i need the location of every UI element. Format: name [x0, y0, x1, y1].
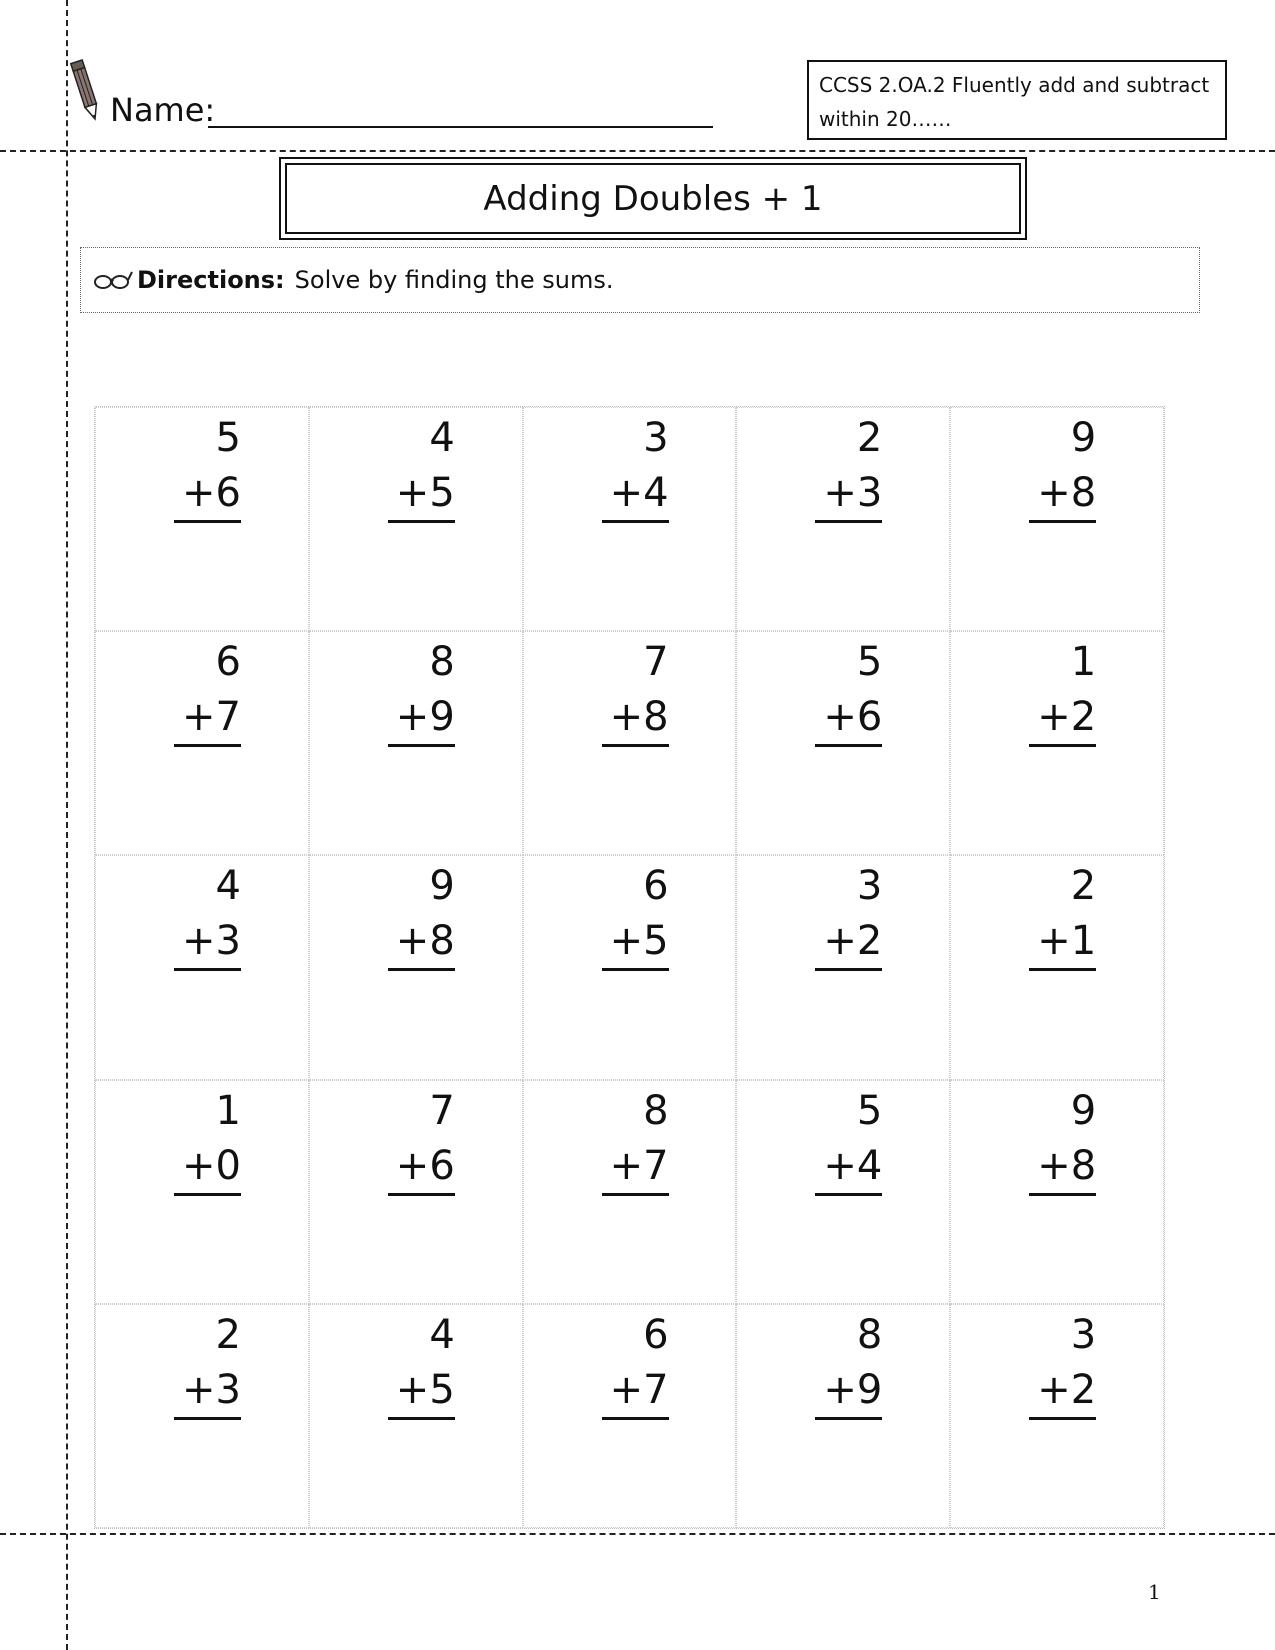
problem-cell[interactable] — [523, 1080, 737, 1304]
addition-problem — [1029, 410, 1096, 523]
problem-cell[interactable] — [309, 855, 523, 1079]
directions-text: Solve by finding the sums. — [294, 266, 614, 294]
problem-top-number: 5 — [215, 415, 241, 461]
problem-bottom-number: +6 — [174, 466, 241, 523]
problem-bottom-number: +7 — [602, 1139, 669, 1196]
problem-cell[interactable] — [950, 631, 1164, 855]
problem-bottom-number: +1 — [1029, 914, 1096, 971]
problem-bottom-number: +3 — [174, 1363, 241, 1420]
problem-cell[interactable] — [309, 631, 523, 855]
problem-bottom-number: +8 — [1029, 1139, 1096, 1196]
addition-problem — [1029, 858, 1096, 971]
problem-cell[interactable] — [950, 407, 1164, 631]
problem-bottom-number: +2 — [815, 914, 882, 971]
problem-cell[interactable] — [736, 631, 950, 855]
problem-cell[interactable] — [736, 1304, 950, 1528]
problem-top-number: 5 — [856, 639, 883, 686]
title-box — [279, 157, 1027, 240]
problem-top-number: 3 — [1070, 1311, 1097, 1358]
problem-bottom-number: +6 — [815, 690, 882, 747]
problem-top-number: 8 — [429, 639, 455, 686]
problem-bottom-number: +7 — [174, 690, 241, 747]
standard-box: CCSS 2.OA.2 Fluently add and subtract within 20…… — [807, 60, 1227, 140]
problem-cell[interactable] — [95, 855, 309, 1079]
addition-problem — [174, 1083, 241, 1196]
name-field[interactable] — [208, 126, 713, 128]
problem-bottom-number: +2 — [1029, 1363, 1096, 1420]
addition-problem — [815, 1083, 882, 1196]
problem-top-number: 4 — [429, 1311, 455, 1358]
addition-problem — [174, 1307, 241, 1420]
problem-top-number: 2 — [1070, 863, 1097, 910]
problem-top-number: 4 — [215, 863, 241, 910]
addition-problem — [602, 634, 669, 747]
problem-cell[interactable] — [736, 855, 950, 1079]
pencil-icon — [70, 58, 104, 124]
problem-top-number: 3 — [643, 415, 669, 461]
problem-top-number: 3 — [856, 863, 883, 910]
addition-problem — [602, 1083, 669, 1196]
problem-top-number: 5 — [856, 1087, 883, 1134]
problem-bottom-number: +0 — [174, 1139, 241, 1196]
problem-cell[interactable] — [309, 407, 523, 631]
directions-label: Directions: — [137, 266, 285, 294]
problem-top-number: 9 — [1070, 415, 1097, 461]
name-label: Name: — [110, 91, 216, 129]
addition-problem — [388, 1083, 455, 1196]
problem-bottom-number: +4 — [815, 1139, 882, 1196]
addition-problem — [174, 410, 241, 523]
page-title: Adding Doubles + 1 — [285, 163, 1021, 234]
addition-problem — [1029, 1083, 1096, 1196]
problem-bottom-number: +3 — [815, 466, 882, 523]
addition-problem — [174, 634, 241, 747]
problem-cell[interactable] — [523, 631, 737, 855]
glasses-icon — [93, 269, 133, 291]
problem-cell[interactable] — [523, 855, 737, 1079]
problem-bottom-number: +6 — [388, 1139, 455, 1196]
problem-top-number: 7 — [429, 1087, 455, 1134]
problem-cell[interactable] — [95, 631, 309, 855]
problem-cell[interactable] — [736, 1080, 950, 1304]
bottom-cut-line — [0, 1533, 1275, 1535]
addition-problem — [602, 858, 669, 971]
problem-top-number: 2 — [215, 1311, 241, 1358]
problem-top-number: 4 — [429, 415, 455, 461]
addition-problem — [174, 858, 241, 971]
problem-top-number: 2 — [856, 415, 883, 461]
problem-top-number: 8 — [856, 1311, 883, 1358]
problem-top-number: 9 — [1070, 1087, 1097, 1134]
addition-problem — [1029, 1307, 1096, 1420]
addition-problem — [388, 634, 455, 747]
problem-bottom-number: +2 — [1029, 690, 1096, 747]
problem-cell[interactable] — [95, 1080, 309, 1304]
problem-cell[interactable] — [950, 1080, 1164, 1304]
problem-top-number: 6 — [643, 1311, 669, 1358]
problem-bottom-number: +5 — [388, 466, 455, 523]
addition-problem — [1029, 634, 1096, 747]
problem-bottom-number: +4 — [602, 466, 669, 523]
problem-top-number: 6 — [643, 863, 669, 910]
addition-problem — [815, 410, 882, 523]
problem-bottom-number: +5 — [602, 914, 669, 971]
problem-top-number: 1 — [215, 1087, 241, 1134]
addition-problem — [602, 1307, 669, 1420]
problem-cell[interactable] — [523, 407, 737, 631]
addition-problem — [815, 858, 882, 971]
addition-problem — [388, 858, 455, 971]
problem-bottom-number: +8 — [1029, 466, 1096, 523]
problem-bottom-number: +7 — [602, 1363, 669, 1420]
problem-cell[interactable] — [309, 1080, 523, 1304]
problem-top-number: 7 — [643, 639, 669, 686]
problem-cell[interactable] — [95, 407, 309, 631]
problem-bottom-number: +9 — [388, 690, 455, 747]
problem-grid — [94, 406, 1165, 1529]
addition-problem — [388, 410, 455, 523]
problem-cell[interactable] — [309, 1304, 523, 1528]
problem-bottom-number: +3 — [174, 914, 241, 971]
problem-top-number: 6 — [215, 639, 241, 686]
addition-problem — [388, 1307, 455, 1420]
problem-bottom-number: +8 — [388, 914, 455, 971]
vertical-cut-line — [66, 0, 68, 1650]
addition-problem — [815, 1307, 882, 1420]
directions-box — [80, 247, 1200, 313]
page-number: 1 — [1148, 1580, 1161, 1604]
problem-bottom-number: +5 — [388, 1363, 455, 1420]
problem-cell[interactable] — [95, 1304, 309, 1528]
problem-top-number: 8 — [643, 1087, 669, 1134]
problem-cell[interactable] — [950, 1304, 1164, 1528]
addition-problem — [602, 410, 669, 523]
top-cut-line — [0, 150, 1275, 152]
problem-top-number: 1 — [1070, 639, 1097, 686]
problem-cell[interactable] — [736, 407, 950, 631]
problem-bottom-number: +9 — [815, 1363, 882, 1420]
problem-bottom-number: +8 — [602, 690, 669, 747]
problem-cell[interactable] — [950, 855, 1164, 1079]
addition-problem — [815, 634, 882, 747]
problem-top-number: 9 — [429, 863, 455, 910]
problem-cell[interactable] — [523, 1304, 737, 1528]
